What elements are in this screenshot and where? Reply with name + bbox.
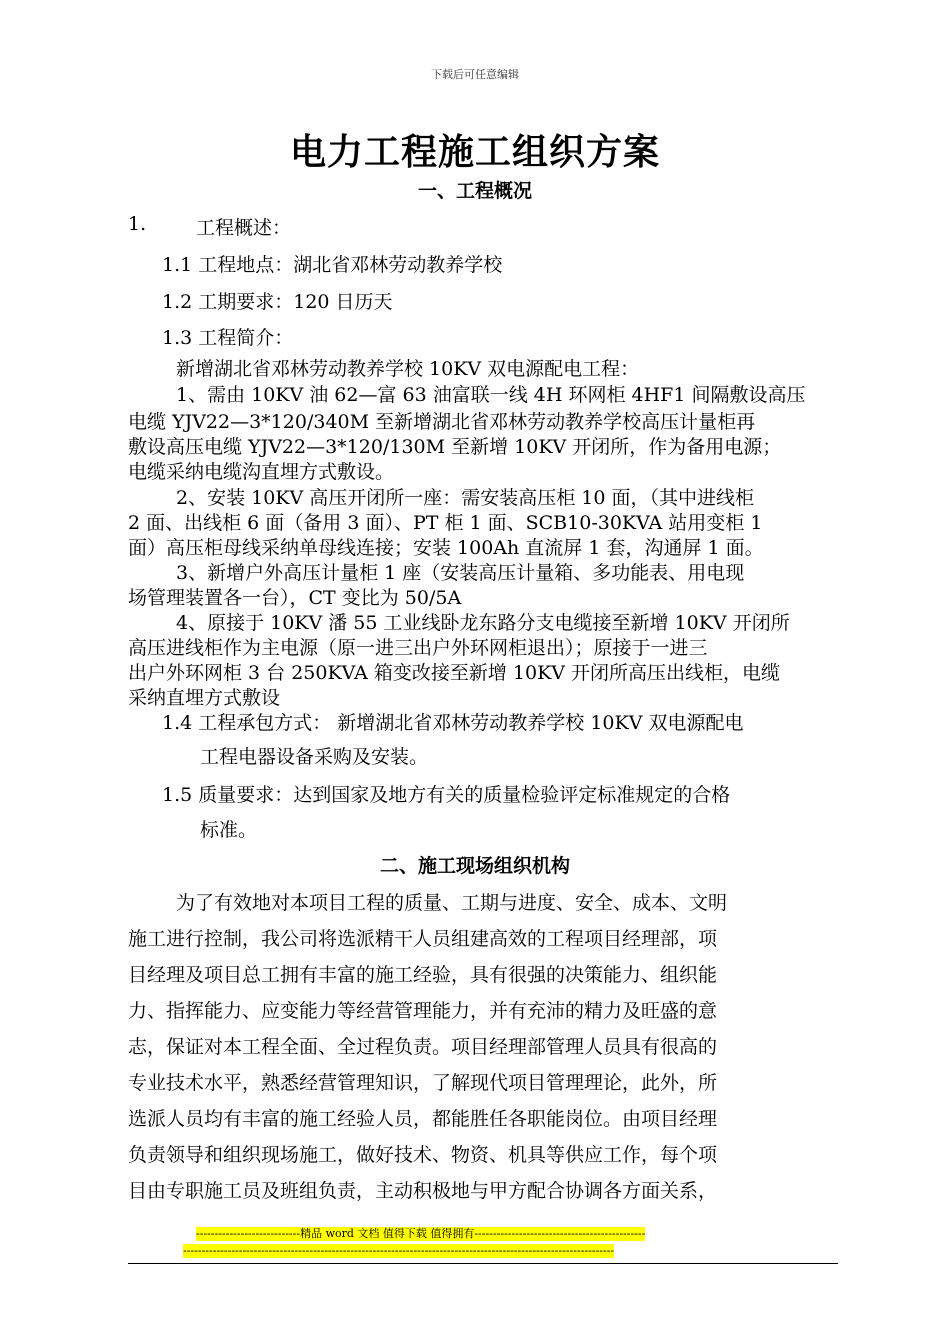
- paragraph-line: 出户外环网柜 3 台 250KVA 箱变改接至新增 10KV 开闭所高压出线柜，电缆: [128, 662, 781, 684]
- footer-divider: [128, 1263, 838, 1264]
- paragraph-line: 场管理装置各一台），CT 变比为 50/5A: [128, 587, 462, 609]
- contract-method: 1.4 工程承包方式： 新增湖北省邓林劳动教养学校 10KV 双电源配电: [162, 712, 744, 734]
- quality-requirement: 标准。: [200, 819, 258, 841]
- paragraph-line: 目经理及项目总工拥有丰富的施工经验，具有很强的决策能力、组织能: [128, 964, 718, 986]
- quality-requirement: 1.5 质量要求：达到国家及地方有关的质量检验评定标准规定的合格: [162, 784, 731, 806]
- paragraph-line: 为了有效地对本项目工程的质量、工期与进度、安全、成本、文明: [176, 892, 728, 914]
- section-heading-organization: 二、施工现场组织机构: [379, 855, 570, 877]
- project-intro-label: 1.3 工程简介：: [162, 327, 294, 349]
- project-location: 1.1 工程地点：湖北省邓林劳动教养学校: [162, 254, 503, 276]
- paragraph-line: 1、需由 10KV 油 62—富 63 油富联一线 4H 环网柜 4HF1 间隔敷设高压: [176, 384, 806, 406]
- paragraph-line: 面）高压柜母线采纳单母线连接；安装 100Ah 直流屏 1 套，沟通屏 1 面。: [128, 537, 764, 559]
- section-heading-overview: 一、工程概况: [417, 180, 532, 202]
- paragraph-line: 采纳直埋方式敷设: [128, 687, 281, 709]
- footer-banner: ----------------------------精品 word 文档 值得下载 值得拥有----------------------------------------------: [196, 1227, 646, 1240]
- document-title: 电力工程施工组织方案: [289, 131, 660, 173]
- paragraph-line: 选派人员均有丰富的施工经验人员，都能胜任各职能岗位。由项目经理: [128, 1108, 718, 1130]
- paragraph-line: 2 面、出线柜 6 面（备用 3 面）、PT 柜 1 面、SCB10-30KVA 站用变柜 1: [128, 512, 763, 534]
- header-note: 下载后可任意编辑: [431, 68, 519, 81]
- paragraph-line: 敷设高压电缆 YJV22—3*120/130M 至新增 10KV 开闭所，作为备用电源；: [128, 436, 782, 458]
- project-schedule: 1.2 工期要求：120 日历天: [162, 291, 393, 313]
- paragraph-line: 电缆 YJV22—3*120/340M 至新增湖北省邓林劳动教养学校高压计量柜再: [128, 411, 756, 433]
- paragraph-line: 志，保证对本工程全面、全过程负责。项目经理部管理人员具有很高的: [128, 1036, 718, 1058]
- paragraph-line: 3、新增户外高压计量柜 1 座（安装高压计量箱、多功能表、用电现: [176, 562, 745, 584]
- paragraph-line: 力、指挥能力、应变能力等经营管理能力，并有充沛的精力及旺盛的意: [128, 1000, 718, 1022]
- paragraph-line: 施工进行控制，我公司将选派精干人员组建高效的工程项目经理部，项: [128, 928, 718, 950]
- footer-banner: --------------------------------------------------------------------------------------------------------------------: [183, 1244, 615, 1257]
- paragraph-line: 高压进线柜作为主电源（原一进三出户外环网柜退出）；原接于一进三: [128, 637, 708, 659]
- item-label: 工程概述：: [196, 217, 292, 239]
- paragraph-line: 电缆采纳电缆沟直埋方式敷设。: [128, 461, 395, 483]
- item-number: 1.: [128, 213, 147, 235]
- project-intro: 新增湖北省邓林劳动教养学校 10KV 双电源配电工程：: [176, 358, 640, 380]
- paragraph-line: 负责领导和组织现场施工，做好技术、物资、机具等供应工作，每个项: [128, 1144, 718, 1166]
- paragraph-line: 目由专职施工员及班组负责，主动积极地与甲方配合协调各方面关系，: [128, 1180, 718, 1202]
- paragraph-line: 专业技术水平，熟悉经营管理知识，了解现代项目管理理论，此外，所: [128, 1072, 718, 1094]
- contract-method: 工程电器设备采购及安装。: [200, 746, 429, 768]
- paragraph-line: 4、原接于 10KV 潘 55 工业线卧龙东路分支电缆接至新增 10KV 开闭所: [176, 612, 790, 634]
- paragraph-line: 2、安装 10KV 高压开闭所一座：需安装高压柜 10 面，（其中进线柜: [176, 487, 755, 509]
